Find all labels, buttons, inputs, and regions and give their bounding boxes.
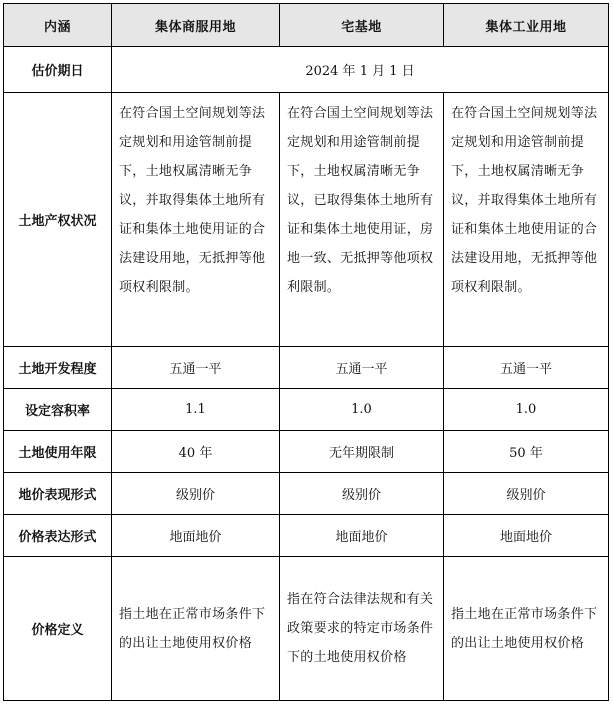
price-definition-industrial: 指土地在正常市场条件下的出让土地使用权价格 (444, 557, 609, 701)
price-definition-commercial: 指土地在正常市场条件下的出让土地使用权价格 (112, 557, 280, 701)
land-price-table-container (3, 3, 609, 701)
header-connotation: 内涵 (4, 4, 112, 47)
table-header-row (4, 4, 609, 47)
use-term-homestead: 无年期限制 (280, 431, 444, 473)
use-term-commercial: 40 年 (112, 431, 280, 473)
valuation-date-value: 2024 年 1 月 1 日 (112, 47, 609, 93)
table-row-land-rights (4, 93, 609, 347)
row-label-development-level: 土地开发程度 (4, 347, 112, 389)
row-label-plot-ratio: 设定容积率 (4, 389, 112, 431)
row-label-price-expression: 价格表达形式 (4, 515, 112, 557)
plot-ratio-homestead: 1.0 (280, 389, 444, 431)
price-expression-commercial: 地面地价 (112, 515, 280, 557)
row-label-valuation-date: 估价期日 (4, 47, 112, 93)
land-rights-industrial: 在符合国土空间规划等法定规划和用途管制前提下，土地权属清晰无争议，并取得集体土地所有证和集体土地使用证的合法建设用地，无抵押等他项权利限制。 (444, 93, 609, 347)
row-label-use-term: 土地使用年限 (4, 431, 112, 473)
header-homestead: 宅基地 (280, 4, 444, 47)
table-row-valuation-date (4, 47, 609, 93)
development-level-commercial: 五通一平 (112, 347, 280, 389)
land-rights-commercial: 在符合国土空间规划等法定规划和用途管制前提下，土地权属清晰无争议，并取得集体土地所有证和集体土地使用证的合法建设用地，无抵押等他项权利限制。 (112, 93, 280, 347)
header-collective-industrial-land: 集体工业用地 (444, 4, 609, 47)
price-form-homestead: 级别价 (280, 473, 444, 515)
row-label-price-definition: 价格定义 (4, 557, 112, 701)
price-definition-homestead: 指在符合法律法规和有关政策要求的特定市场条件下的土地使用权价格 (280, 557, 444, 701)
table-row-plot-ratio (4, 389, 609, 431)
price-expression-industrial: 地面地价 (444, 515, 609, 557)
price-form-commercial: 级别价 (112, 473, 280, 515)
table-row-price-expression (4, 515, 609, 557)
header-collective-commercial-land: 集体商服用地 (112, 4, 280, 47)
plot-ratio-commercial: 1.1 (112, 389, 280, 431)
land-rights-homestead: 在符合国土空间规划等法定规划和用途管制前提下，土地权属清晰无争议，已取得集体土地所有证和集体土地使用证，房地一致、无抵押等他项权利限制。 (280, 93, 444, 347)
land-price-connotation-table (3, 3, 609, 701)
table-row-use-term (4, 431, 609, 473)
table-row-price-form (4, 473, 609, 515)
table-row-development-level (4, 347, 609, 389)
price-expression-homestead: 地面地价 (280, 515, 444, 557)
plot-ratio-industrial: 1.0 (444, 389, 609, 431)
development-level-industrial: 五通一平 (444, 347, 609, 389)
development-level-homestead: 五通一平 (280, 347, 444, 389)
price-form-industrial: 级别价 (444, 473, 609, 515)
row-label-land-rights: 土地产权状况 (4, 93, 112, 347)
row-label-price-form: 地价表现形式 (4, 473, 112, 515)
table-row-price-definition (4, 557, 609, 701)
use-term-industrial: 50 年 (444, 431, 609, 473)
